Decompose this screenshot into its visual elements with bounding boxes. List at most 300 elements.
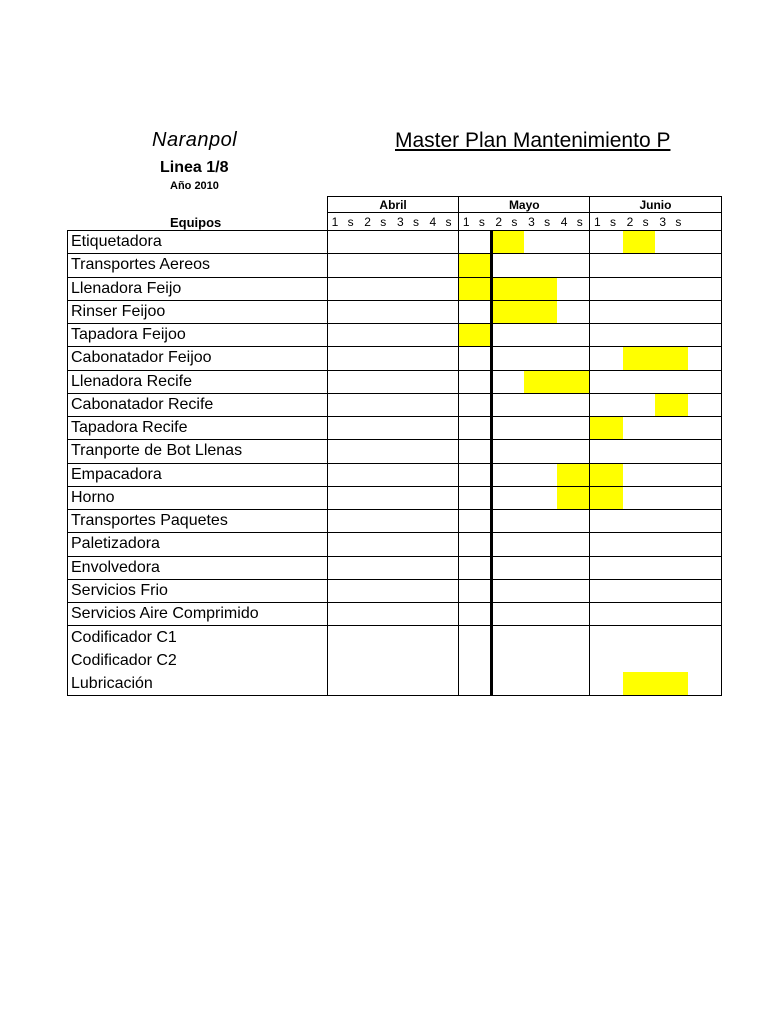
week-cell: [393, 533, 426, 556]
week-cell: [590, 649, 623, 672]
equipment-name: Cabonatador Feijoo: [68, 347, 328, 370]
week-cell: [491, 579, 524, 602]
week-cell: [623, 649, 656, 672]
week-cell: [524, 556, 557, 579]
table-row: [68, 533, 722, 556]
week-cell: [557, 254, 590, 277]
week-cell: [491, 277, 524, 300]
week-cell: [524, 626, 557, 649]
week-cell: [459, 347, 492, 370]
week-cell: [459, 324, 492, 347]
week-cell: [426, 440, 459, 463]
week-cell: [328, 463, 361, 486]
week-cell: [688, 510, 721, 533]
week-cell: [557, 231, 590, 254]
table-row: [68, 440, 722, 463]
week-cell: [459, 254, 492, 277]
week-cell: [328, 393, 361, 416]
week-cell: [459, 463, 492, 486]
week-cell: [459, 603, 492, 626]
equipment-name: Envolvedora: [68, 556, 328, 579]
week-cell: [426, 649, 459, 672]
table-row: [68, 277, 722, 300]
company-name: Naranpol: [152, 129, 238, 151]
equipment-name: Empacadora: [68, 463, 328, 486]
week-header: 1 s: [459, 213, 492, 231]
week-cell: [426, 672, 459, 695]
week-cell: [590, 347, 623, 370]
week-cell: [491, 393, 524, 416]
week-cell: [623, 393, 656, 416]
week-cell: [491, 417, 524, 440]
week-cell: [328, 556, 361, 579]
week-cell: [459, 417, 492, 440]
week-cell: [360, 370, 393, 393]
week-cell: [491, 300, 524, 323]
week-cell: [524, 463, 557, 486]
week-cell: [426, 231, 459, 254]
week-cell: [360, 440, 393, 463]
week-cell: [557, 603, 590, 626]
week-cell: [655, 486, 688, 509]
week-cell: [360, 486, 393, 509]
table-row: [68, 463, 722, 486]
table-row: [68, 324, 722, 347]
week-cell: [459, 556, 492, 579]
week-cell: [623, 510, 656, 533]
week-cell: [426, 417, 459, 440]
week-cell: [655, 603, 688, 626]
week-cell: [491, 603, 524, 626]
week-cell: [426, 579, 459, 602]
week-cell: [426, 393, 459, 416]
week-cell: [360, 463, 393, 486]
week-cell: [393, 603, 426, 626]
week-cell: [557, 277, 590, 300]
week-cell: [590, 370, 623, 393]
week-cell: [360, 254, 393, 277]
week-cell: [393, 417, 426, 440]
week-cell: [590, 533, 623, 556]
equipment-name: Transportes Aereos: [68, 254, 328, 277]
week-cell: [360, 393, 393, 416]
week-cell: [328, 579, 361, 602]
equipment-name: Transportes Paquetes: [68, 510, 328, 533]
week-cell: [524, 324, 557, 347]
week-cell: [491, 347, 524, 370]
week-cell: [590, 626, 623, 649]
table-row: [68, 370, 722, 393]
week-cell: [459, 510, 492, 533]
table-row: [68, 347, 722, 370]
week-cell: [328, 533, 361, 556]
week-cell: [360, 231, 393, 254]
week-cell: [393, 579, 426, 602]
week-cell: [623, 440, 656, 463]
table-row: [68, 672, 722, 695]
equipment-name: Lubricación: [68, 672, 328, 695]
week-header: 2 s: [360, 213, 393, 231]
week-cell: [623, 579, 656, 602]
week-cell: [393, 300, 426, 323]
week-cell: [688, 254, 721, 277]
week-cell: [426, 626, 459, 649]
week-cell: [491, 231, 524, 254]
week-cell: [557, 393, 590, 416]
week-cell: [360, 277, 393, 300]
week-cell: [524, 649, 557, 672]
week-cell: [426, 324, 459, 347]
week-cell: [655, 324, 688, 347]
week-cell: [590, 556, 623, 579]
week-cell: [688, 579, 721, 602]
week-cell: [491, 672, 524, 695]
maintenance-grid: [67, 196, 768, 699]
week-cell: [328, 603, 361, 626]
week-cell: [459, 626, 492, 649]
week-cell: [623, 300, 656, 323]
week-cell: [459, 300, 492, 323]
week-header: 2 s: [491, 213, 524, 231]
week-cell: [360, 324, 393, 347]
week-cell: [426, 533, 459, 556]
week-cell: [655, 347, 688, 370]
week-cell: [426, 603, 459, 626]
week-cell: [655, 370, 688, 393]
week-cell: [590, 417, 623, 440]
blank-cell: [68, 197, 328, 213]
week-cell: [524, 300, 557, 323]
week-cell: [328, 324, 361, 347]
week-cell: [623, 417, 656, 440]
week-header: [688, 213, 721, 231]
week-cell: [393, 649, 426, 672]
month-header: Junio: [590, 197, 721, 213]
equipment-name: Horno: [68, 486, 328, 509]
week-cell: [557, 440, 590, 463]
week-cell: [360, 533, 393, 556]
week-cell: [328, 440, 361, 463]
week-cell: [524, 254, 557, 277]
week-cell: [623, 324, 656, 347]
week-cell: [491, 626, 524, 649]
week-cell: [688, 231, 721, 254]
plan-year: Año 2010: [170, 180, 219, 192]
week-cell: [328, 300, 361, 323]
week-header: 4 s: [426, 213, 459, 231]
week-cell: [590, 393, 623, 416]
week-cell: [491, 486, 524, 509]
week-cell: [590, 579, 623, 602]
week-cell: [459, 649, 492, 672]
week-cell: [426, 510, 459, 533]
equipment-name: Codificador C2: [68, 649, 328, 672]
week-header: 4 s: [557, 213, 590, 231]
week-cell: [459, 440, 492, 463]
week-cell: [328, 486, 361, 509]
week-cell: [557, 556, 590, 579]
week-cell: [688, 440, 721, 463]
week-cell: [524, 510, 557, 533]
week-cell: [328, 649, 361, 672]
week-cell: [393, 463, 426, 486]
week-cell: [459, 579, 492, 602]
week-cell: [360, 417, 393, 440]
week-cell: [590, 603, 623, 626]
week-cell: [557, 300, 590, 323]
week-cell: [393, 277, 426, 300]
week-cell: [655, 277, 688, 300]
week-cell: [524, 486, 557, 509]
week-cell: [459, 486, 492, 509]
week-cell: [360, 649, 393, 672]
week-cell: [491, 649, 524, 672]
week-cell: [688, 672, 721, 695]
week-cell: [360, 300, 393, 323]
week-cell: [459, 533, 492, 556]
week-cell: [393, 231, 426, 254]
week-cell: [655, 231, 688, 254]
week-cell: [491, 324, 524, 347]
week-cell: [360, 672, 393, 695]
week-header: 3 s: [655, 213, 688, 231]
week-cell: [590, 510, 623, 533]
week-cell: [655, 579, 688, 602]
week-cell: [557, 324, 590, 347]
week-header: 1 s: [590, 213, 623, 231]
week-cell: [393, 556, 426, 579]
week-cell: [393, 626, 426, 649]
week-header: 2 s: [623, 213, 656, 231]
week-cell: [557, 417, 590, 440]
week-cell: [524, 417, 557, 440]
week-cell: [491, 370, 524, 393]
week-cell: [426, 370, 459, 393]
week-cell: [393, 254, 426, 277]
equipment-name: Tranporte de Bot Llenas: [68, 440, 328, 463]
week-cell: [524, 603, 557, 626]
week-cell: [328, 626, 361, 649]
week-cell: [655, 440, 688, 463]
week-cell: [393, 393, 426, 416]
equipment-name: Codificador C1: [68, 626, 328, 649]
equipment-name: Etiquetadora: [68, 231, 328, 254]
table-row: [68, 393, 722, 416]
week-cell: [688, 603, 721, 626]
week-cell: [524, 277, 557, 300]
week-cell: [688, 393, 721, 416]
table-row: [68, 254, 722, 277]
month-header: Mayo: [459, 197, 590, 213]
week-cell: [426, 300, 459, 323]
week-cell: [557, 672, 590, 695]
week-cell: [360, 626, 393, 649]
week-cell: [393, 324, 426, 347]
week-cell: [328, 417, 361, 440]
week-cell: [590, 486, 623, 509]
equipment-name: Tapadora Recife: [68, 417, 328, 440]
week-cell: [688, 370, 721, 393]
week-cell: [524, 440, 557, 463]
week-cell: [590, 463, 623, 486]
schedule-table: [67, 196, 722, 696]
week-cell: [524, 347, 557, 370]
equipment-name: Rinser Feijoo: [68, 300, 328, 323]
week-cell: [426, 486, 459, 509]
week-cell: [557, 347, 590, 370]
table-row: [68, 579, 722, 602]
equipment-name: Servicios Aire Comprimido: [68, 603, 328, 626]
week-cell: [590, 231, 623, 254]
week-cell: [426, 254, 459, 277]
equipment-name: Tapadora Feijoo: [68, 324, 328, 347]
week-header: 3 s: [393, 213, 426, 231]
week-cell: [426, 463, 459, 486]
week-cell: [491, 510, 524, 533]
week-cell: [557, 486, 590, 509]
week-cell: [688, 417, 721, 440]
week-cell: [393, 672, 426, 695]
week-cell: [655, 510, 688, 533]
week-cell: [459, 231, 492, 254]
week-cell: [557, 510, 590, 533]
week-cell: [557, 533, 590, 556]
week-cell: [623, 370, 656, 393]
week-cell: [426, 556, 459, 579]
equipment-name: Llenadora Feijo: [68, 277, 328, 300]
month-header: Abril: [328, 197, 459, 213]
week-cell: [688, 324, 721, 347]
week-cell: [328, 231, 361, 254]
week-cell: [557, 370, 590, 393]
table-row: [68, 603, 722, 626]
week-cell: [655, 463, 688, 486]
week-cell: [688, 486, 721, 509]
week-cell: [360, 347, 393, 370]
week-cell: [655, 672, 688, 695]
week-cell: [328, 277, 361, 300]
week-cell: [623, 347, 656, 370]
table-row: [68, 556, 722, 579]
week-cell: [328, 370, 361, 393]
equipment-name: Paletizadora: [68, 533, 328, 556]
week-cell: [393, 347, 426, 370]
week-cell: [557, 579, 590, 602]
week-header: 1 s: [328, 213, 361, 231]
production-line: Linea 1/8: [160, 159, 229, 176]
week-cell: [328, 254, 361, 277]
week-cell: [590, 440, 623, 463]
week-cell: [360, 556, 393, 579]
week-cell: [688, 556, 721, 579]
week-cell: [360, 603, 393, 626]
week-cell: [557, 649, 590, 672]
equipment-name: Llenadora Recife: [68, 370, 328, 393]
week-cell: [491, 440, 524, 463]
week-cell: [655, 626, 688, 649]
week-cell: [557, 626, 590, 649]
week-cell: [393, 370, 426, 393]
equipment-name: Servicios Frio: [68, 579, 328, 602]
week-cell: [590, 672, 623, 695]
week-cell: [655, 417, 688, 440]
week-cell: [459, 277, 492, 300]
week-cell: [623, 556, 656, 579]
week-cell: [623, 672, 656, 695]
week-cell: [688, 463, 721, 486]
week-cell: [393, 440, 426, 463]
week-cell: [328, 347, 361, 370]
week-cell: [655, 556, 688, 579]
plan-title: Master Plan Mantenimiento P: [395, 129, 671, 152]
week-cell: [393, 486, 426, 509]
week-cell: [655, 533, 688, 556]
week-cell: [623, 254, 656, 277]
week-cell: [491, 254, 524, 277]
week-cell: [524, 393, 557, 416]
week-header: 3 s: [524, 213, 557, 231]
week-cell: [590, 324, 623, 347]
week-cell: [688, 649, 721, 672]
week-cell: [524, 370, 557, 393]
table-row: [68, 300, 722, 323]
week-cell: [688, 626, 721, 649]
equipment-name: Cabonatador Recife: [68, 393, 328, 416]
week-cell: [655, 254, 688, 277]
week-cell: [360, 510, 393, 533]
week-cell: [590, 300, 623, 323]
week-cell: [623, 486, 656, 509]
week-cell: [688, 300, 721, 323]
table-row: [68, 649, 722, 672]
week-cell: [688, 277, 721, 300]
week-cell: [524, 231, 557, 254]
week-cell: [491, 556, 524, 579]
week-cell: [623, 463, 656, 486]
week-cell: [459, 672, 492, 695]
week-cell: [688, 533, 721, 556]
week-cell: [459, 370, 492, 393]
week-cell: [524, 672, 557, 695]
week-cell: [557, 463, 590, 486]
week-cell: [590, 277, 623, 300]
week-cell: [491, 463, 524, 486]
week-cell: [655, 649, 688, 672]
week-cell: [623, 626, 656, 649]
table-row: [68, 510, 722, 533]
equipment-header: Equipos: [170, 215, 222, 230]
table-row: [68, 626, 722, 649]
week-cell: [426, 277, 459, 300]
week-cell: [623, 533, 656, 556]
week-cell: [623, 277, 656, 300]
blank-cell: [68, 213, 328, 231]
week-cell: [491, 533, 524, 556]
table-row: [68, 231, 722, 254]
week-cell: [524, 579, 557, 602]
week-cell: [426, 347, 459, 370]
week-cell: [328, 672, 361, 695]
week-cell: [655, 300, 688, 323]
week-cell: [688, 347, 721, 370]
week-cell: [328, 510, 361, 533]
table-row: [68, 417, 722, 440]
week-cell: [360, 579, 393, 602]
week-cell: [459, 393, 492, 416]
week-cell: [623, 231, 656, 254]
table-row: [68, 486, 722, 509]
week-cell: [655, 393, 688, 416]
